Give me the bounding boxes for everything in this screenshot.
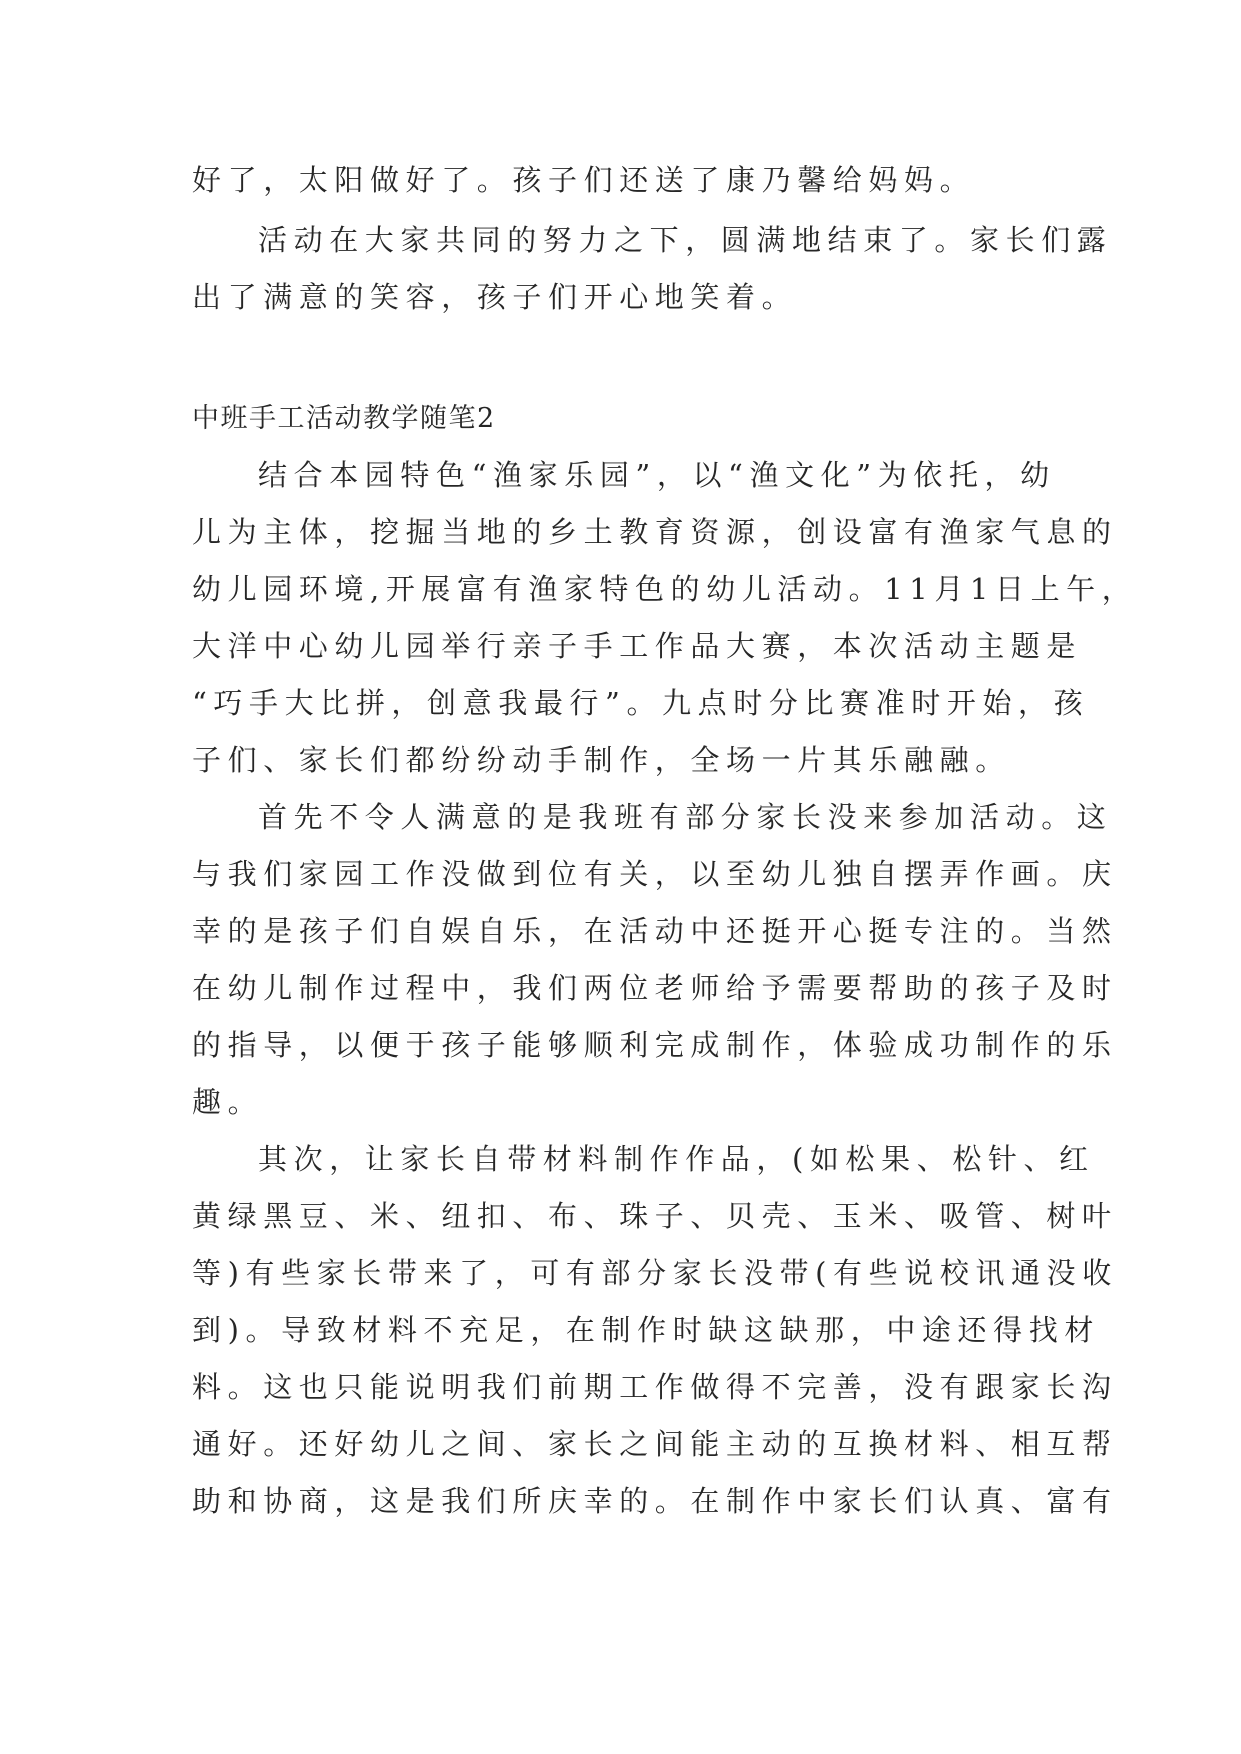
paragraph-line: 黄绿黑豆、米、纽扣、布、珠子、贝壳、玉米、吸管、树叶 xyxy=(192,1199,1118,1233)
paragraph-line: 大洋中心幼儿园举行亲子手工作品大赛，本次活动主题是 xyxy=(192,629,1083,663)
paragraph-line: 幼儿园环境,开展富有渔家特色的幼儿活动。11月1日上午， xyxy=(192,572,1138,606)
section-title: 中班手工活动教学随笔2 xyxy=(192,403,496,434)
paragraph-line: 出了满意的笑容，孩子们开心地笑着。 xyxy=(192,280,798,314)
paragraph-line: 结合本园特色“渔家乐园”，以“渔文化”为依托，幼 xyxy=(258,458,1056,492)
paragraph-line: 料。这也只能说明我们前期工作做得不完善，没有跟家长沟 xyxy=(192,1370,1118,1404)
paragraph-line: “巧手大比拼，创意我最行”。九点时分比赛准时开始，孩 xyxy=(192,686,1090,720)
paragraph-line: 幸的是孩子们自娱自乐，在活动中还挺开心挺专注的。当然 xyxy=(192,914,1118,948)
paragraph-line: 与我们家园工作没做到位有关，以至幼儿独自摆弄作画。庆 xyxy=(192,857,1118,891)
paragraph-line: 子们、家长们都纷纷动手制作，全场一片其乐融融。 xyxy=(192,743,1011,777)
paragraph-line: 儿为主体，挖掘当地的乡土教育资源，创设富有渔家气息的 xyxy=(192,515,1118,549)
paragraph-line: 在幼儿制作过程中，我们两位老师给予需要帮助的孩子及时 xyxy=(192,971,1118,1005)
paragraph-line: 首先不令人满意的是我班有部分家长没来参加活动。这 xyxy=(258,800,1113,834)
paragraph-line: 活动在大家共同的努力之下，圆满地结束了。家长们露 xyxy=(258,223,1113,257)
paragraph-line: 的指导，以便于孩子能够顺利完成制作，体验成功制作的乐 xyxy=(192,1028,1118,1062)
paragraph-line: 趣。 xyxy=(192,1085,264,1119)
paragraph-line: 到)。导致材料不充足，在制作时缺这缺那，中途还得找材 xyxy=(192,1313,1100,1347)
paragraph-line: 通好。还好幼儿之间、家长之间能主动的互换材料、相互帮 xyxy=(192,1427,1118,1461)
paragraph-line: 助和协商，这是我们所庆幸的。在制作中家长们认真、富有 xyxy=(192,1484,1118,1518)
paragraph-line: 等)有些家长带来了，可有部分家长没带(有些说校讯通没收 xyxy=(192,1256,1118,1290)
paragraph-line: 其次，让家长自带材料制作作品，(如松果、松针、红 xyxy=(258,1142,1095,1176)
paragraph-line: 好了，太阳做好了。孩子们还送了康乃馨给妈妈。 xyxy=(192,163,976,197)
